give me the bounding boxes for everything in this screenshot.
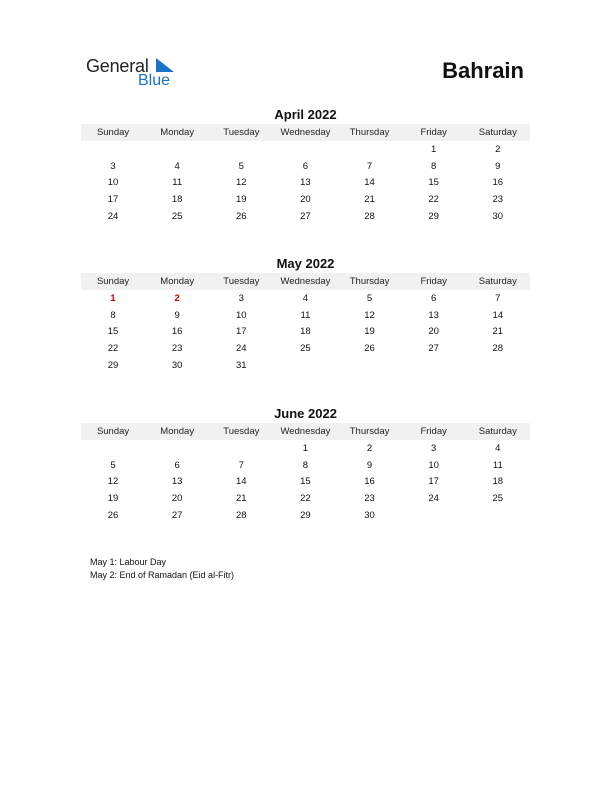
day-cell: 27 bbox=[300, 210, 311, 222]
weekday-label: Tuesday bbox=[223, 276, 260, 287]
day-cell: 17 bbox=[236, 326, 247, 338]
weekday-label: Saturday bbox=[478, 127, 517, 138]
month-title: June 2022 bbox=[274, 406, 337, 421]
day-cell: 7 bbox=[495, 292, 501, 304]
country-title: Bahrain bbox=[442, 58, 524, 83]
weekday-label: Wednesday bbox=[280, 276, 331, 287]
day-cell: 25 bbox=[492, 492, 504, 504]
holiday-notes bbox=[90, 556, 234, 582]
day-cell: 3 bbox=[431, 442, 437, 454]
holiday-note: May 2: End of Ramadan (Eid al-Fitr) bbox=[90, 570, 235, 580]
holiday-note: May 1: Labour Day bbox=[90, 557, 167, 567]
day-cell: 24 bbox=[428, 492, 439, 504]
day-cell: 5 bbox=[366, 292, 373, 304]
week-row bbox=[81, 323, 530, 340]
month-block bbox=[81, 256, 530, 373]
weekday-label: Wednesday bbox=[280, 426, 331, 437]
day-cell: 11 bbox=[172, 177, 183, 189]
day-cell: 3 bbox=[110, 160, 116, 172]
day-cell: 13 bbox=[171, 476, 183, 488]
day-cell: 1 bbox=[431, 143, 437, 155]
week-row bbox=[81, 208, 530, 225]
day-cell: 22 bbox=[107, 342, 119, 354]
weekday-label: Tuesday bbox=[223, 426, 260, 437]
day-cell: 26 bbox=[364, 342, 375, 354]
day-cell: 29 bbox=[107, 359, 119, 371]
day-cell: 14 bbox=[236, 476, 247, 488]
day-cell: 6 bbox=[174, 459, 180, 471]
day-cell: 23 bbox=[492, 193, 504, 205]
day-cell: 27 bbox=[428, 342, 439, 354]
day-cell: 26 bbox=[236, 210, 247, 222]
week-row bbox=[81, 290, 530, 307]
month-title: April 2022 bbox=[274, 107, 337, 122]
day-cell: 27 bbox=[171, 509, 183, 521]
week-row bbox=[81, 507, 530, 524]
day-cell: 15 bbox=[428, 177, 439, 189]
day-cell: 19 bbox=[107, 492, 119, 504]
day-cell: 13 bbox=[300, 177, 311, 189]
day-cell: 11 bbox=[300, 309, 311, 321]
day-cell: 23 bbox=[171, 342, 183, 354]
weekday-label: Thursday bbox=[349, 127, 390, 138]
day-cell: 19 bbox=[364, 326, 375, 338]
day-cell: 13 bbox=[428, 309, 439, 321]
day-cell: 9 bbox=[366, 459, 373, 471]
weekday-header-row bbox=[81, 273, 530, 290]
weekday-label: Thursday bbox=[349, 276, 390, 287]
day-cell: 30 bbox=[492, 210, 504, 222]
day-cell: 20 bbox=[171, 492, 183, 504]
day-cell: 2 bbox=[174, 292, 180, 304]
day-cell: 20 bbox=[428, 326, 439, 338]
day-cell: 10 bbox=[107, 177, 119, 189]
day-cell: 26 bbox=[107, 509, 119, 521]
weekday-label: Thursday bbox=[349, 426, 390, 437]
day-cell: 1 bbox=[110, 292, 116, 304]
month-title: May 2022 bbox=[276, 256, 335, 271]
day-cell: 7 bbox=[366, 160, 373, 172]
day-cell: 4 bbox=[174, 160, 180, 172]
weekday-label: Monday bbox=[160, 276, 195, 287]
day-cell: 22 bbox=[300, 492, 311, 504]
day-cell: 23 bbox=[364, 492, 375, 504]
day-cell: 28 bbox=[364, 210, 375, 222]
day-cell: 3 bbox=[238, 292, 244, 304]
day-cell: 25 bbox=[171, 210, 183, 222]
week-row bbox=[81, 307, 530, 324]
weekday-label: Friday bbox=[420, 276, 447, 287]
month-block bbox=[81, 406, 530, 523]
day-cell: 16 bbox=[171, 326, 183, 338]
day-cell: 29 bbox=[428, 210, 439, 222]
day-cell: 16 bbox=[492, 177, 504, 189]
week-row bbox=[81, 141, 530, 158]
day-cell: 30 bbox=[364, 509, 375, 521]
weekday-label: Sunday bbox=[96, 127, 130, 138]
day-cell: 9 bbox=[495, 160, 501, 172]
day-cell: 21 bbox=[236, 492, 247, 504]
day-cell: 31 bbox=[236, 359, 247, 371]
weekday-label: Sunday bbox=[96, 426, 130, 437]
day-cell: 12 bbox=[107, 476, 119, 488]
day-cell: 4 bbox=[495, 442, 501, 454]
day-cell: 15 bbox=[300, 476, 311, 488]
day-cell: 29 bbox=[300, 509, 311, 521]
weekday-header-row bbox=[81, 423, 530, 440]
day-cell: 25 bbox=[300, 342, 311, 354]
day-cell: 24 bbox=[236, 342, 247, 354]
day-cell: 14 bbox=[492, 309, 504, 321]
week-row bbox=[81, 174, 530, 191]
week-row bbox=[81, 473, 530, 490]
day-cell: 16 bbox=[364, 476, 375, 488]
day-cell: 21 bbox=[492, 326, 504, 338]
day-cell: 30 bbox=[171, 359, 183, 371]
day-cell: 14 bbox=[364, 177, 375, 189]
day-cell: 12 bbox=[364, 309, 375, 321]
weekday-label: Monday bbox=[160, 426, 195, 437]
day-cell: 20 bbox=[300, 193, 311, 205]
day-cell: 17 bbox=[428, 476, 439, 488]
day-cell: 18 bbox=[300, 326, 311, 338]
logo-text-general: General bbox=[86, 56, 149, 76]
day-cell: 18 bbox=[492, 476, 504, 488]
week-row bbox=[81, 440, 530, 457]
week-row bbox=[81, 490, 530, 507]
weekday-label: Monday bbox=[160, 127, 195, 138]
week-row bbox=[81, 340, 530, 357]
day-cell: 5 bbox=[110, 459, 116, 471]
day-cell: 17 bbox=[107, 193, 119, 205]
day-cell: 5 bbox=[238, 160, 244, 172]
day-cell: 4 bbox=[302, 292, 309, 304]
weekday-label: Sunday bbox=[96, 276, 130, 287]
weekday-label: Wednesday bbox=[280, 127, 331, 138]
day-cell: 28 bbox=[236, 509, 247, 521]
day-cell: 11 bbox=[492, 459, 503, 471]
week-row bbox=[81, 191, 530, 208]
day-cell: 8 bbox=[110, 309, 116, 321]
day-cell: 8 bbox=[431, 160, 437, 172]
day-cell: 9 bbox=[174, 309, 180, 321]
weekday-label: Saturday bbox=[478, 426, 517, 437]
weekday-label: Friday bbox=[420, 426, 447, 437]
day-cell: 10 bbox=[428, 459, 439, 471]
logo-text-blue: Blue bbox=[138, 72, 171, 89]
weekday-label: Saturday bbox=[478, 276, 517, 287]
day-cell: 10 bbox=[236, 309, 247, 321]
weekday-label: Tuesday bbox=[223, 127, 260, 138]
week-row bbox=[81, 457, 530, 474]
day-cell: 19 bbox=[236, 193, 247, 205]
day-cell: 15 bbox=[107, 326, 119, 338]
month-block bbox=[81, 107, 530, 224]
day-cell: 22 bbox=[428, 193, 439, 205]
day-cell: 2 bbox=[495, 143, 501, 155]
day-cell: 8 bbox=[302, 459, 309, 471]
week-row bbox=[81, 158, 530, 175]
weekday-label: Friday bbox=[420, 127, 447, 138]
day-cell: 21 bbox=[364, 193, 375, 205]
day-cell: 18 bbox=[171, 193, 183, 205]
day-cell: 1 bbox=[302, 442, 309, 454]
day-cell: 12 bbox=[236, 177, 247, 189]
logo bbox=[86, 56, 196, 92]
day-cell: 6 bbox=[431, 292, 437, 304]
day-cell: 7 bbox=[238, 459, 244, 471]
day-cell: 28 bbox=[492, 342, 504, 354]
day-cell: 24 bbox=[107, 210, 119, 222]
day-cell: 6 bbox=[302, 160, 309, 172]
weekday-header-row bbox=[81, 124, 530, 141]
week-row bbox=[81, 357, 530, 374]
day-cell: 2 bbox=[366, 442, 373, 454]
